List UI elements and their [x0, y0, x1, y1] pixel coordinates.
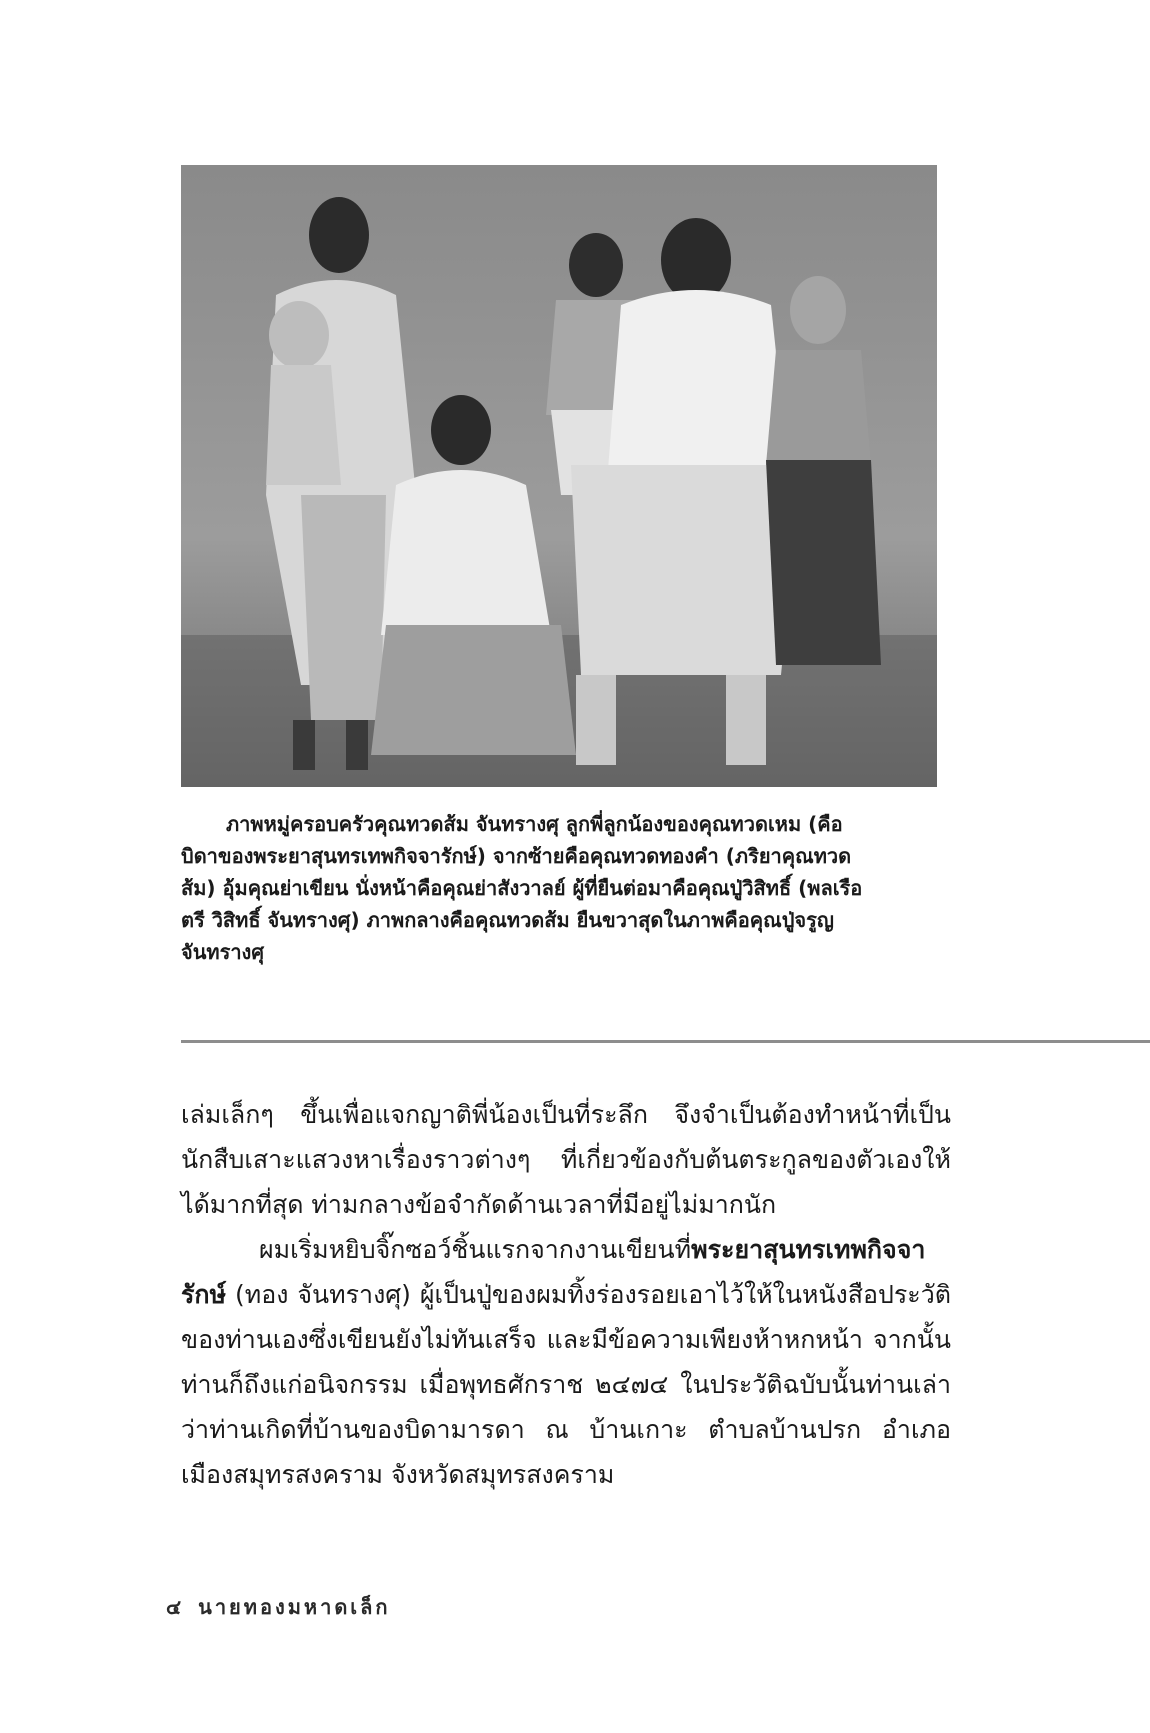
running-title: นายทองมหาดเล็ก — [198, 1595, 391, 1619]
caption-line: ตรี วิสิทธิ์ จันทรางศุ) ภาพกลางคือคุณทวดส้ม ยืนขวาสุดในภาพคือคุณปู่จรูญ — [181, 908, 834, 932]
paragraph-1: เล่มเล็กๆ ขึ้นเพื่อแจกญาติพี่น้องเป็นที่ระลึก จึงจำเป็นต้องทำหน้าที่เป็นนักสืบเสาะแสวงหาเรื่องราวต่างๆ ที่เกี่ยวข้องกับต้นตระกูลของตัวเองให้ได้มากที่สุด ท่ามกลางข้อจำกัดด้านเวลาที่มีอยู่ไม่มากนัก — [181, 1100, 951, 1219]
photo-caption — [181, 808, 939, 968]
family-photo — [181, 165, 937, 787]
caption-line: จันทรางศุ — [181, 940, 265, 964]
paragraph-2-rest: (ทอง จันทรางศุ) ผู้เป็นปู่ของผมทิ้งร่องรอยเอาไว้ให้ในหนังสือประวัติของท่านเองซึ่งเขียนยังไม่ทันเสร็จ และมีข้อความเพียงห้าหกหน้า จากนั้นท่านก็ถึงแก่อนิจกรรม เมื่อพุทธศักราช ๒๔๗๔ ในประวัติฉบับนั้นท่านเล่าว่าท่านเกิดที่บ้านของบิดามารดา ณ บ้านเกาะ ตำบลบ้านปรก อำเภอเมืองสมุทรสงคราม จังหวัดสมุทรสงคราม — [181, 1280, 951, 1489]
person-name-bold: พระยาสุนทรเทพกิจจารักษ์ — [181, 1235, 926, 1309]
paragraph-2-intro: ผมเริ่มหยิบจิ๊กซอว์ชิ้นแรกจากงานเขียนที่ — [259, 1235, 692, 1264]
caption-line: ภาพหมู่ครอบครัวคุณทวดส้ม จันทรางศุ ลูกพี่ลูกน้องของคุณทวดเหม (คือ — [226, 812, 843, 836]
caption-line: ส้ม) อุ้มคุณย่าเขียน นั่งหน้าคือคุณย่าสังวาลย์ ผู้ที่ยืนต่อมาคือคุณปู่วิสิทธิ์ (พลเรือ — [181, 876, 863, 900]
page-footer — [166, 1591, 391, 1623]
body-text — [181, 1092, 951, 1497]
page-number: ๔ — [166, 1595, 185, 1619]
paragraph-2 — [181, 1227, 951, 1497]
caption-line: บิดาของพระยาสุนทรเทพกิจจารักษ์) จากซ้ายคือคุณทวดทองคำ (ภริยาคุณทวด — [181, 844, 852, 868]
section-divider — [181, 1040, 1150, 1043]
